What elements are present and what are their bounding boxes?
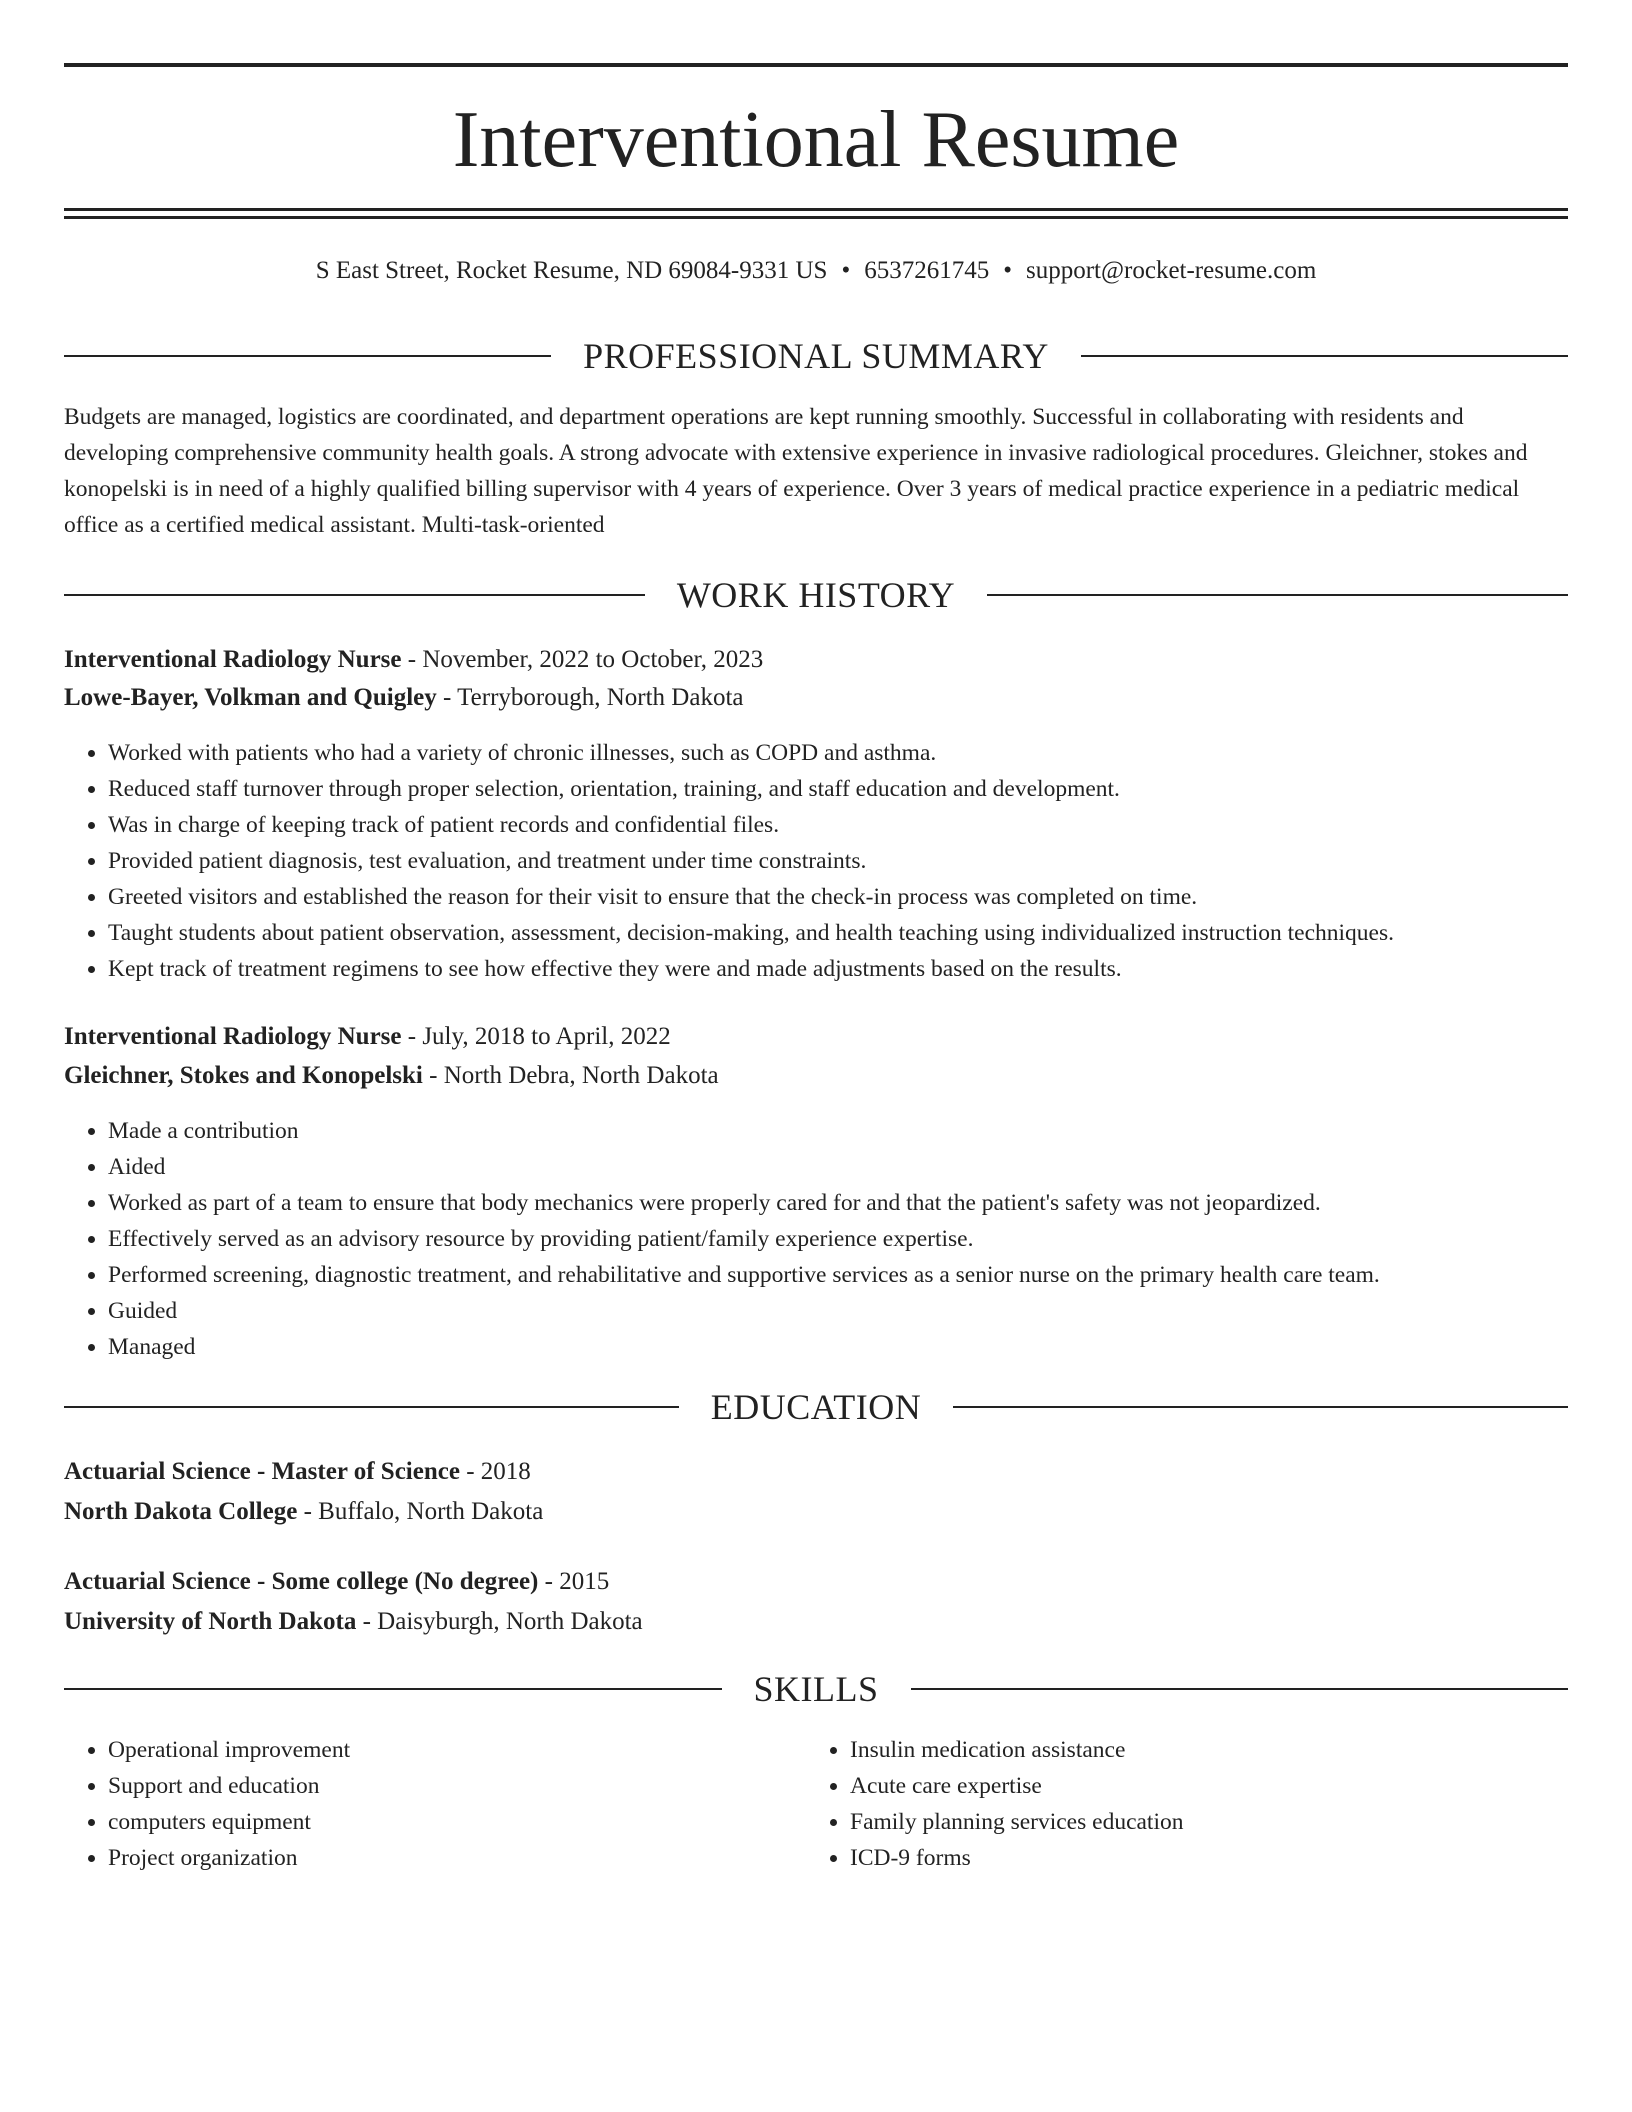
heading-rule-right: [911, 1688, 1569, 1690]
skill-item: • Support and education: [108, 1768, 808, 1804]
list-item: • Worked as part of a team to ensure that body mechanics were properly cared for and that the patient's safety was not jeopardized.: [108, 1185, 1612, 1221]
job-dates: - July, 2018 to April, 2022: [401, 1023, 671, 1050]
education-year: - 2018: [459, 1458, 531, 1485]
contact-email: support@rocket-resume.com: [1026, 257, 1317, 284]
contact-line: [64, 254, 1568, 288]
skill-item: • Operational improvement: [108, 1732, 808, 1768]
education-1-degree-line: [64, 1455, 1568, 1489]
education-location: - Daisyburgh, North Dakota: [356, 1608, 643, 1635]
heading-rule-left: [64, 1688, 722, 1690]
education-1-school-line: [64, 1495, 1568, 1529]
summary-heading-label: PROFESSIONAL SUMMARY: [583, 336, 1049, 376]
job-1-duties: [64, 735, 1612, 987]
list-item: • Performed screening, diagnostic treatment, and rehabilitative and supportive services as a senior nurse on the primary health care team.: [108, 1257, 1612, 1293]
heading-rule-right: [987, 594, 1568, 596]
education-heading-label: EDUCATION: [710, 1387, 922, 1427]
skill-item: • ICD-9 forms: [850, 1840, 1550, 1876]
title-double-rule-bottom: [64, 216, 1568, 219]
list-item: • Reduced staff turnover through proper selection, orientation, training, and staff education and development.: [108, 771, 1612, 807]
list-item: • Aided: [108, 1149, 1612, 1185]
job-company: Gleichner, Stokes and Konopelski: [64, 1062, 423, 1089]
job-company: Lowe-Bayer, Volkman and Quigley: [64, 684, 437, 711]
heading-rule-left: [64, 1406, 679, 1408]
education-school: North Dakota College: [64, 1498, 298, 1525]
list-item: • Effectively served as an advisory resource by providing patient/family experience expertise.: [108, 1221, 1612, 1257]
work-history-heading: [64, 573, 1568, 617]
job-2-duties: [64, 1113, 1612, 1365]
work-history-heading-label: WORK HISTORY: [676, 575, 956, 615]
skills-list-left: [64, 1732, 808, 1876]
job-2-title-line: [64, 1020, 1568, 1054]
title-double-rule-top: [64, 208, 1568, 211]
education-degree: Actuarial Science - Master of Science: [64, 1458, 460, 1485]
skill-item: • Acute care expertise: [850, 1768, 1550, 1804]
list-item: • Taught students about patient observation, assessment, decision-making, and health teaching using individualized instruction techniques.: [108, 915, 1612, 951]
job-location: - North Debra, North Dakota: [422, 1062, 719, 1089]
list-item: • Kept track of treatment regimens to see how effective they were and made adjustments based on the results.: [108, 951, 1612, 987]
list-item: • Worked with patients who had a variety of chronic illnesses, such as COPD and asthma.: [108, 735, 1612, 771]
education-2-degree-line: [64, 1565, 1568, 1599]
list-item: • Managed: [108, 1329, 1612, 1365]
job-title: Interventional Radiology Nurse: [64, 646, 402, 673]
job-title: Interventional Radiology Nurse: [64, 1023, 402, 1050]
job-location: - Terryborough, North Dakota: [436, 684, 744, 711]
summary-heading: [64, 334, 1568, 378]
heading-rule-left: [64, 594, 645, 596]
skills-list-right: [806, 1732, 1550, 1876]
skill-item: • Insulin medication assistance: [850, 1732, 1550, 1768]
education-year: - 2015: [538, 1568, 610, 1595]
resume-title: Interventional Resume: [452, 96, 1180, 184]
contact-address: S East Street, Rocket Resume, ND 69084-9331 US: [315, 257, 828, 284]
heading-rule-right: [1081, 355, 1568, 357]
list-item: • Guided: [108, 1293, 1612, 1329]
skills-heading-label: SKILLS: [753, 1669, 879, 1709]
job-2-company-line: [64, 1059, 1568, 1093]
skill-item: • Family planning services education: [850, 1804, 1550, 1840]
summary-text: Budgets are managed, logistics are coordinated, and department operations are kept running smoothly. Successful in collaborating with residents and developing comprehensive community health goals. A strong advocate with extensive experience in invasive radiological procedures. Gleichner, stokes and konopelski is in need of a highly qualified billing supervisor with 4 years of experience. Over 3 years of medical practice experience in a pediatric medical office as a certified medical assistant. Multi-task-oriented: [64, 404, 1528, 538]
education-2-school-line: [64, 1605, 1568, 1639]
education-degree: Actuarial Science - Some college (No degree): [64, 1568, 539, 1595]
contact-phone: 6537261745: [864, 257, 990, 284]
list-item: • Made a contribution: [108, 1113, 1612, 1149]
list-item: • Provided patient diagnosis, test evaluation, and treatment under time constraints.: [108, 843, 1612, 879]
education-heading: [64, 1385, 1568, 1429]
list-item: • Was in charge of keeping track of patient records and confidential files.: [108, 807, 1612, 843]
skill-item: • computers equipment: [108, 1804, 808, 1840]
list-item: • Greeted visitors and established the reason for their visit to ensure that the check-in process was completed on time.: [108, 879, 1612, 915]
job-1-title-line: [64, 643, 1568, 677]
heading-rule-left: [64, 355, 551, 357]
contact-separator: •: [1003, 257, 1012, 284]
skills-heading: [64, 1667, 1568, 1711]
education-school: University of North Dakota: [64, 1608, 357, 1635]
job-dates: - November, 2022 to October, 2023: [401, 646, 764, 673]
education-location: - Buffalo, North Dakota: [297, 1498, 544, 1525]
top-rule: [64, 63, 1568, 67]
contact-separator: •: [841, 257, 851, 284]
skill-item: • Project organization: [108, 1840, 808, 1876]
job-1-company-line: [64, 681, 1568, 715]
heading-rule-right: [953, 1406, 1568, 1408]
